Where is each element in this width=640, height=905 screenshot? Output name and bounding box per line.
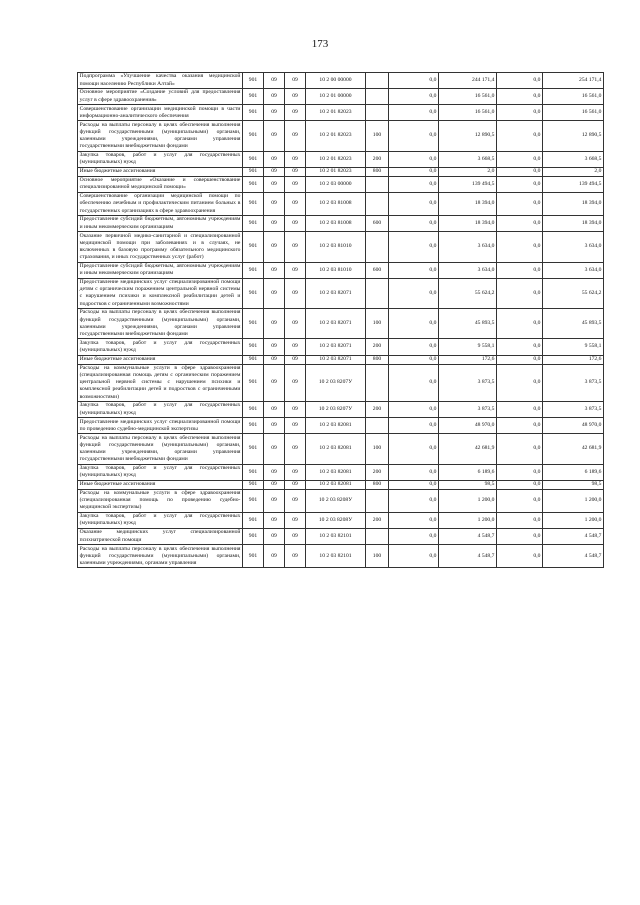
cell-amount-3: 0,0 bbox=[497, 529, 543, 545]
budget-table-body bbox=[78, 73, 604, 568]
cell-subsection: 09 bbox=[285, 216, 306, 232]
cell-admin-code: 901 bbox=[243, 278, 264, 308]
cell-admin-code: 901 bbox=[243, 464, 264, 480]
cell-target-article: 10 2 01 00000 bbox=[306, 89, 366, 105]
cell-amount-4: 16 561,0 bbox=[543, 105, 604, 121]
cell-section: 09 bbox=[264, 339, 285, 355]
cell-amount-4: 48 970,0 bbox=[543, 418, 604, 434]
cell-admin-code: 901 bbox=[243, 402, 264, 418]
cell-section: 09 bbox=[264, 216, 285, 232]
cell-amount-2: 98,5 bbox=[439, 480, 497, 489]
cell-amount-2: 18 394,0 bbox=[439, 216, 497, 232]
cell-amount-3: 0,0 bbox=[497, 176, 543, 192]
cell-expense-type: 200 bbox=[366, 464, 389, 480]
cell-target-article: 10 2 01 82023 bbox=[306, 121, 366, 151]
cell-expense-type bbox=[366, 73, 389, 89]
cell-amount-4: 18 394,0 bbox=[543, 192, 604, 215]
cell-name: Закупка товаров, работ и услуг для государственных (муниципальных) нужд bbox=[78, 151, 243, 167]
cell-subsection: 09 bbox=[285, 262, 306, 278]
cell-amount-4: 18 394,0 bbox=[543, 216, 604, 232]
cell-admin-code: 901 bbox=[243, 355, 264, 364]
cell-section: 09 bbox=[264, 167, 285, 176]
cell-subsection: 09 bbox=[285, 512, 306, 528]
cell-admin-code: 901 bbox=[243, 339, 264, 355]
cell-admin-code: 901 bbox=[243, 489, 264, 512]
cell-amount-2: 12 890,5 bbox=[439, 121, 497, 151]
cell-subsection: 09 bbox=[285, 464, 306, 480]
cell-target-article: 10 2 03 00000 bbox=[306, 176, 366, 192]
cell-admin-code: 901 bbox=[243, 309, 264, 339]
cell-amount-4: 45 893,5 bbox=[543, 309, 604, 339]
cell-amount-3: 0,0 bbox=[497, 105, 543, 121]
cell-admin-code: 901 bbox=[243, 529, 264, 545]
cell-subsection: 09 bbox=[285, 176, 306, 192]
cell-amount-1: 0,0 bbox=[389, 121, 439, 151]
cell-amount-4: 3 873,5 bbox=[543, 364, 604, 402]
cell-section: 09 bbox=[264, 489, 285, 512]
table-row bbox=[78, 89, 604, 105]
cell-amount-4: 4 548,7 bbox=[543, 529, 604, 545]
cell-expense-type bbox=[366, 105, 389, 121]
cell-expense-type bbox=[366, 278, 389, 308]
table-row bbox=[78, 176, 604, 192]
cell-subsection: 09 bbox=[285, 121, 306, 151]
cell-amount-2: 55 624,2 bbox=[439, 278, 497, 308]
cell-amount-1: 0,0 bbox=[389, 278, 439, 308]
cell-name: Основное мероприятие «Создание условий для предоставления услуг в сфере здравоохранения» bbox=[78, 89, 243, 105]
cell-name: Предоставление медицинских услуг специализированной помощи детям с органическим поражением центральной нервной системы с нарушением психики и комплексной реабилитации детей и подростков с ограниченными возможностями bbox=[78, 278, 243, 308]
table-row bbox=[78, 464, 604, 480]
cell-subsection: 09 bbox=[285, 339, 306, 355]
cell-admin-code: 901 bbox=[243, 167, 264, 176]
cell-name: Закупка товаров, работ и услуг для государственных (муниципальных) нужд bbox=[78, 339, 243, 355]
cell-amount-3: 0,0 bbox=[497, 89, 543, 105]
cell-section: 09 bbox=[264, 434, 285, 464]
table-row bbox=[78, 355, 604, 364]
cell-amount-4: 98,5 bbox=[543, 480, 604, 489]
cell-amount-3: 0,0 bbox=[497, 278, 543, 308]
cell-amount-3: 0,0 bbox=[497, 364, 543, 402]
cell-amount-1: 0,0 bbox=[389, 105, 439, 121]
cell-section: 09 bbox=[264, 262, 285, 278]
cell-target-article: 10 2 03 81008 bbox=[306, 192, 366, 215]
cell-amount-3: 0,0 bbox=[497, 512, 543, 528]
cell-section: 09 bbox=[264, 464, 285, 480]
cell-amount-4: 1 200,0 bbox=[543, 512, 604, 528]
cell-name: Предоставление субсидий бюджетным, автономным учреждениям и иным некоммерческим организациям bbox=[78, 262, 243, 278]
cell-target-article: 10 2 03 82071 bbox=[306, 278, 366, 308]
cell-admin-code: 901 bbox=[243, 216, 264, 232]
cell-amount-1: 0,0 bbox=[389, 309, 439, 339]
cell-amount-4: 254 171,4 bbox=[543, 73, 604, 89]
cell-section: 09 bbox=[264, 192, 285, 215]
cell-name: Предоставление медицинских услуг специализированной помощи по проведению судебно-медицинской экспертизы bbox=[78, 418, 243, 434]
cell-amount-4: 172,6 bbox=[543, 355, 604, 364]
table-row bbox=[78, 278, 604, 308]
cell-amount-4: 139 494,5 bbox=[543, 176, 604, 192]
cell-amount-2: 45 893,5 bbox=[439, 309, 497, 339]
cell-amount-2: 1 200,0 bbox=[439, 489, 497, 512]
table-row bbox=[78, 232, 604, 262]
cell-admin-code: 901 bbox=[243, 364, 264, 402]
cell-target-article: 10 2 03 8207У bbox=[306, 402, 366, 418]
cell-name: Закупка товаров, работ и услуг для государственных (муниципальных) нужд bbox=[78, 464, 243, 480]
cell-subsection: 09 bbox=[285, 402, 306, 418]
cell-amount-1: 0,0 bbox=[389, 89, 439, 105]
cell-name: Закупка товаров, работ и услуг для государственных (муниципальных) нужд bbox=[78, 402, 243, 418]
cell-expense-type bbox=[366, 176, 389, 192]
cell-admin-code: 901 bbox=[243, 232, 264, 262]
cell-amount-2: 4 548,7 bbox=[439, 545, 497, 568]
cell-amount-4: 16 561,0 bbox=[543, 89, 604, 105]
cell-amount-1: 0,0 bbox=[389, 529, 439, 545]
cell-expense-type bbox=[366, 364, 389, 402]
cell-amount-1: 0,0 bbox=[389, 434, 439, 464]
cell-amount-1: 0,0 bbox=[389, 176, 439, 192]
cell-section: 09 bbox=[264, 176, 285, 192]
cell-amount-3: 0,0 bbox=[497, 418, 543, 434]
cell-name: Расходы на коммунальные услуги в сфере здравоохранения (специализированная помощь детям с органическим поражением центральной нервной системы с нарушением психики и комплексной реабилитации детей и подростков с ограниченными возможностями) bbox=[78, 364, 243, 402]
cell-amount-3: 0,0 bbox=[497, 480, 543, 489]
cell-name: Совершенствование организации медицинской помощи по обеспечению лечебным и профилактическим питанием больных в государственных организациях в сфере здравоохранения bbox=[78, 192, 243, 215]
table-row bbox=[78, 402, 604, 418]
cell-amount-2: 4 548,7 bbox=[439, 529, 497, 545]
cell-amount-4: 2,0 bbox=[543, 167, 604, 176]
table-row bbox=[78, 216, 604, 232]
cell-section: 09 bbox=[264, 232, 285, 262]
cell-admin-code: 901 bbox=[243, 192, 264, 215]
cell-amount-1: 0,0 bbox=[389, 355, 439, 364]
cell-amount-3: 0,0 bbox=[497, 151, 543, 167]
cell-name: Расходы на коммунальные услуги в сфере здравоохранения (специализированная помощь по проведению судебно-медицинской экспертизы) bbox=[78, 489, 243, 512]
cell-name: Иные бюджетные ассигнования bbox=[78, 480, 243, 489]
cell-target-article: 10 2 03 8208У bbox=[306, 512, 366, 528]
table-row bbox=[78, 105, 604, 121]
cell-amount-4: 42 681,9 bbox=[543, 434, 604, 464]
cell-amount-1: 0,0 bbox=[389, 545, 439, 568]
cell-amount-4: 6 189,6 bbox=[543, 464, 604, 480]
cell-amount-2: 3 668,5 bbox=[439, 151, 497, 167]
cell-target-article: 10 2 03 82071 bbox=[306, 355, 366, 364]
cell-amount-4: 3 634,0 bbox=[543, 262, 604, 278]
cell-amount-3: 0,0 bbox=[497, 121, 543, 151]
cell-amount-4: 3 634,0 bbox=[543, 232, 604, 262]
cell-name: Подпрограмма «Улучшение качества оказания медицинской помощи населению Республики Алтай» bbox=[78, 73, 243, 89]
cell-amount-3: 0,0 bbox=[497, 232, 543, 262]
cell-amount-3: 0,0 bbox=[497, 192, 543, 215]
cell-subsection: 09 bbox=[285, 278, 306, 308]
cell-section: 09 bbox=[264, 121, 285, 151]
cell-admin-code: 901 bbox=[243, 512, 264, 528]
cell-expense-type: 600 bbox=[366, 262, 389, 278]
cell-amount-1: 0,0 bbox=[389, 480, 439, 489]
cell-target-article: 10 2 03 82081 bbox=[306, 480, 366, 489]
cell-amount-3: 0,0 bbox=[497, 262, 543, 278]
cell-section: 09 bbox=[264, 402, 285, 418]
cell-amount-1: 0,0 bbox=[389, 402, 439, 418]
cell-expense-type: 200 bbox=[366, 339, 389, 355]
cell-subsection: 09 bbox=[285, 192, 306, 215]
cell-amount-3: 0,0 bbox=[497, 167, 543, 176]
table-row bbox=[78, 489, 604, 512]
cell-admin-code: 901 bbox=[243, 89, 264, 105]
cell-target-article: 10 2 01 82023 bbox=[306, 105, 366, 121]
table-row bbox=[78, 529, 604, 545]
cell-section: 09 bbox=[264, 278, 285, 308]
budget-table bbox=[77, 72, 604, 568]
cell-section: 09 bbox=[264, 309, 285, 339]
cell-subsection: 09 bbox=[285, 545, 306, 568]
cell-target-article: 10 2 00 00000 bbox=[306, 73, 366, 89]
cell-subsection: 09 bbox=[285, 364, 306, 402]
cell-expense-type bbox=[366, 232, 389, 262]
cell-admin-code: 901 bbox=[243, 434, 264, 464]
cell-section: 09 bbox=[264, 89, 285, 105]
cell-amount-1: 0,0 bbox=[389, 339, 439, 355]
cell-expense-type: 200 bbox=[366, 402, 389, 418]
table-row bbox=[78, 364, 604, 402]
cell-expense-type: 100 bbox=[366, 121, 389, 151]
cell-name: Расходы на выплаты персоналу в целях обеспечения выполнения функций государственными (муниципальными) органами, казенными учреждениями, органами управления государственными внебюджетными фондами bbox=[78, 309, 243, 339]
cell-subsection: 09 bbox=[285, 151, 306, 167]
cell-amount-3: 0,0 bbox=[497, 309, 543, 339]
cell-expense-type: 800 bbox=[366, 355, 389, 364]
cell-amount-4: 1 200,0 bbox=[543, 489, 604, 512]
cell-amount-2: 3 873,5 bbox=[439, 402, 497, 418]
cell-amount-1: 0,0 bbox=[389, 418, 439, 434]
cell-section: 09 bbox=[264, 480, 285, 489]
table-row bbox=[78, 73, 604, 89]
cell-amount-1: 0,0 bbox=[389, 512, 439, 528]
cell-target-article: 10 2 03 82071 bbox=[306, 309, 366, 339]
cell-expense-type: 100 bbox=[366, 309, 389, 339]
cell-expense-type: 200 bbox=[366, 151, 389, 167]
cell-section: 09 bbox=[264, 529, 285, 545]
cell-target-article: 10 2 03 81008 bbox=[306, 216, 366, 232]
table-row bbox=[78, 167, 604, 176]
cell-target-article: 10 2 03 81010 bbox=[306, 262, 366, 278]
cell-amount-4: 4 548,7 bbox=[543, 545, 604, 568]
table-row bbox=[78, 151, 604, 167]
cell-amount-3: 0,0 bbox=[497, 464, 543, 480]
cell-amount-2: 9 558,1 bbox=[439, 339, 497, 355]
cell-amount-1: 0,0 bbox=[389, 232, 439, 262]
cell-admin-code: 901 bbox=[243, 418, 264, 434]
table-row bbox=[78, 545, 604, 568]
cell-subsection: 09 bbox=[285, 167, 306, 176]
cell-amount-4: 55 624,2 bbox=[543, 278, 604, 308]
table-row bbox=[78, 339, 604, 355]
cell-subsection: 09 bbox=[285, 89, 306, 105]
cell-amount-2: 3 634,0 bbox=[439, 262, 497, 278]
cell-amount-2: 3 873,5 bbox=[439, 364, 497, 402]
table-row bbox=[78, 418, 604, 434]
cell-admin-code: 901 bbox=[243, 480, 264, 489]
cell-section: 09 bbox=[264, 364, 285, 402]
cell-subsection: 09 bbox=[285, 434, 306, 464]
cell-name: Оказание первичной медико-санитарной и специализированной медицинской помощи при заболеваниях и в случаях, не включенных в базовую программу обязательного медицинского страхования, и иных государственных услуг (работ) bbox=[78, 232, 243, 262]
cell-admin-code: 901 bbox=[243, 73, 264, 89]
cell-amount-1: 0,0 bbox=[389, 262, 439, 278]
cell-subsection: 09 bbox=[285, 418, 306, 434]
table-row bbox=[78, 192, 604, 215]
cell-subsection: 09 bbox=[285, 355, 306, 364]
cell-amount-1: 0,0 bbox=[389, 364, 439, 402]
table-row bbox=[78, 512, 604, 528]
cell-expense-type: 800 bbox=[366, 167, 389, 176]
cell-amount-2: 42 681,9 bbox=[439, 434, 497, 464]
cell-section: 09 bbox=[264, 105, 285, 121]
cell-name: Предоставление субсидий бюджетным, автономным учреждениям и иным некоммерческим организациям bbox=[78, 216, 243, 232]
cell-target-article: 10 2 03 82081 bbox=[306, 434, 366, 464]
cell-subsection: 09 bbox=[285, 480, 306, 489]
cell-target-article: 10 2 03 8208У bbox=[306, 489, 366, 512]
cell-amount-1: 0,0 bbox=[389, 464, 439, 480]
cell-subsection: 09 bbox=[285, 73, 306, 89]
cell-amount-2: 139 494,5 bbox=[439, 176, 497, 192]
cell-amount-4: 9 558,1 bbox=[543, 339, 604, 355]
cell-amount-2: 16 561,0 bbox=[439, 89, 497, 105]
cell-subsection: 09 bbox=[285, 232, 306, 262]
cell-expense-type bbox=[366, 418, 389, 434]
cell-amount-1: 0,0 bbox=[389, 192, 439, 215]
cell-expense-type: 800 bbox=[366, 480, 389, 489]
cell-name: Основное мероприятие «Оказание и совершенствование специализированной медицинской помощи» bbox=[78, 176, 243, 192]
cell-amount-3: 0,0 bbox=[497, 73, 543, 89]
cell-section: 09 bbox=[264, 418, 285, 434]
cell-section: 09 bbox=[264, 545, 285, 568]
cell-expense-type: 600 bbox=[366, 216, 389, 232]
cell-amount-1: 0,0 bbox=[389, 489, 439, 512]
cell-amount-1: 0,0 bbox=[389, 73, 439, 89]
cell-admin-code: 901 bbox=[243, 262, 264, 278]
cell-amount-3: 0,0 bbox=[497, 402, 543, 418]
page-number: 173 bbox=[311, 38, 329, 50]
cell-name: Иные бюджетные ассигнования bbox=[78, 167, 243, 176]
cell-amount-4: 12 890,5 bbox=[543, 121, 604, 151]
cell-expense-type bbox=[366, 89, 389, 105]
cell-amount-3: 0,0 bbox=[497, 216, 543, 232]
cell-amount-3: 0,0 bbox=[497, 434, 543, 464]
cell-name: Совершенствование организации медицинской помощи в части информационно-аналитического обеспечения bbox=[78, 105, 243, 121]
cell-name: Оказание медицинских услуг специализированной психиатрической помощи bbox=[78, 529, 243, 545]
cell-amount-3: 0,0 bbox=[497, 355, 543, 364]
cell-amount-4: 3 873,5 bbox=[543, 402, 604, 418]
cell-target-article: 10 2 03 8207У bbox=[306, 364, 366, 402]
cell-admin-code: 901 bbox=[243, 545, 264, 568]
cell-name: Расходы на выплаты персоналу в целях обеспечения выполнения функций государственными (муниципальными) органами, казенными учреждениями, органами управления государственными внебюджетными фондами bbox=[78, 434, 243, 464]
cell-target-article: 10 2 03 82081 bbox=[306, 418, 366, 434]
cell-target-article: 10 2 03 82101 bbox=[306, 529, 366, 545]
cell-expense-type bbox=[366, 192, 389, 215]
cell-section: 09 bbox=[264, 512, 285, 528]
cell-section: 09 bbox=[264, 151, 285, 167]
cell-section: 09 bbox=[264, 355, 285, 364]
cell-target-article: 10 2 03 82081 bbox=[306, 464, 366, 480]
cell-amount-4: 3 668,5 bbox=[543, 151, 604, 167]
cell-expense-type bbox=[366, 529, 389, 545]
cell-expense-type bbox=[366, 489, 389, 512]
cell-target-article: 10 2 01 82023 bbox=[306, 167, 366, 176]
table-row bbox=[78, 309, 604, 339]
cell-subsection: 09 bbox=[285, 309, 306, 339]
cell-expense-type: 200 bbox=[366, 512, 389, 528]
cell-section: 09 bbox=[264, 73, 285, 89]
table-row bbox=[78, 262, 604, 278]
cell-amount-1: 0,0 bbox=[389, 216, 439, 232]
cell-amount-2: 16 561,0 bbox=[439, 105, 497, 121]
cell-name: Расходы на выплаты персоналу в целях обеспечения выполнения функций государственными (муниципальными) органами, казенными учреждениями, органами управления государственными внебюджетными фондами bbox=[78, 121, 243, 151]
cell-amount-2: 244 171,4 bbox=[439, 73, 497, 89]
cell-amount-1: 0,0 bbox=[389, 167, 439, 176]
table-row bbox=[78, 434, 604, 464]
cell-amount-2: 172,6 bbox=[439, 355, 497, 364]
cell-target-article: 10 2 03 82071 bbox=[306, 339, 366, 355]
cell-subsection: 09 bbox=[285, 529, 306, 545]
table-row bbox=[78, 121, 604, 151]
cell-amount-3: 0,0 bbox=[497, 339, 543, 355]
cell-amount-2: 6 189,6 bbox=[439, 464, 497, 480]
cell-admin-code: 901 bbox=[243, 105, 264, 121]
cell-amount-1: 0,0 bbox=[389, 151, 439, 167]
cell-target-article: 10 2 03 81010 bbox=[306, 232, 366, 262]
cell-name: Иные бюджетные ассигнования bbox=[78, 355, 243, 364]
cell-amount-2: 2,0 bbox=[439, 167, 497, 176]
cell-admin-code: 901 bbox=[243, 151, 264, 167]
cell-amount-3: 0,0 bbox=[497, 545, 543, 568]
cell-amount-2: 1 200,0 bbox=[439, 512, 497, 528]
cell-amount-2: 3 634,0 bbox=[439, 232, 497, 262]
cell-amount-3: 0,0 bbox=[497, 489, 543, 512]
cell-expense-type: 100 bbox=[366, 434, 389, 464]
cell-expense-type: 100 bbox=[366, 545, 389, 568]
cell-amount-2: 48 970,0 bbox=[439, 418, 497, 434]
cell-name: Расходы на выплаты персоналу в целях обеспечения выполнения функций государственными (муниципальными) органами, казенными учреждениями, органами управления bbox=[78, 545, 243, 568]
cell-target-article: 10 2 03 82101 bbox=[306, 545, 366, 568]
cell-admin-code: 901 bbox=[243, 176, 264, 192]
table-row bbox=[78, 480, 604, 489]
cell-amount-2: 18 394,0 bbox=[439, 192, 497, 215]
cell-subsection: 09 bbox=[285, 489, 306, 512]
cell-target-article: 10 2 01 82023 bbox=[306, 151, 366, 167]
cell-subsection: 09 bbox=[285, 105, 306, 121]
cell-admin-code: 901 bbox=[243, 121, 264, 151]
cell-name: Закупка товаров, работ и услуг для государственных (муниципальных) нужд bbox=[78, 512, 243, 528]
